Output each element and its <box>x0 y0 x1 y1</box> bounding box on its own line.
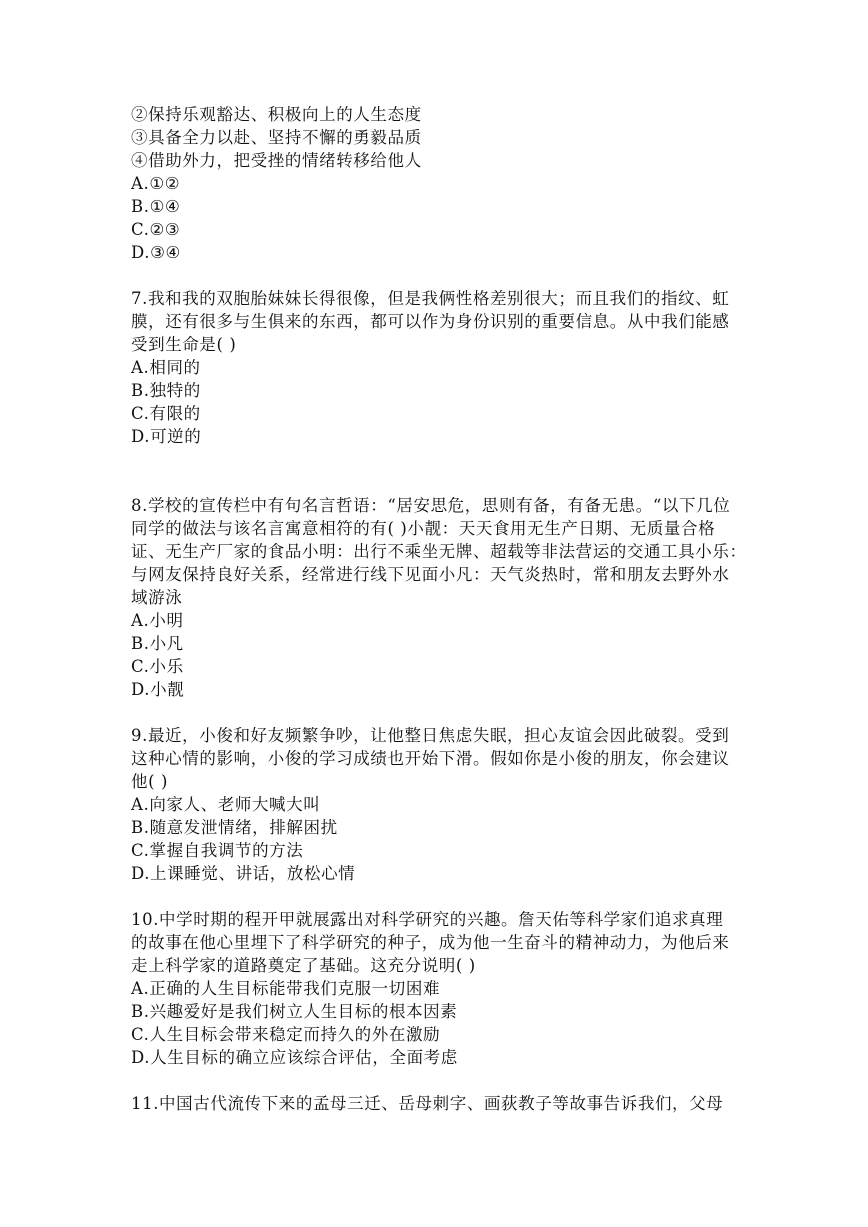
document-page <box>131 103 747 1115</box>
statement-3: ③具备全力以赴、坚持不懈的勇毅品质 <box>131 128 422 147</box>
question-stem-line: 10.中学时期的程开甲就展露出对科学研究的兴趣。詹天佑等科学家们追求真理 <box>131 910 724 929</box>
question-stem-line: 的故事在他心里埋下了科学研究的种子，成为他一生奋斗的精神动力，为他后来 <box>131 933 730 952</box>
question-stem-line: 走上科学家的道路奠定了基础。这充分说明( ) <box>131 956 476 975</box>
option-b: B.独特的 <box>131 381 201 400</box>
question-11 <box>131 1092 743 1115</box>
option-b: B.小凡 <box>131 634 184 653</box>
question-stem-line: 膜，还有很多与生俱来的东西，都可以作为身份识别的重要信息。从中我们能感 <box>131 312 730 331</box>
option-d: D.小靓 <box>131 680 185 699</box>
question-stem-line: 9.最近，小俊和好友频繁争吵，让他整日焦虑失眠，担心友谊会因此破裂。受到 <box>131 726 730 745</box>
option-c: C.人生目标会带来稳定而持久的外在激励 <box>131 1025 441 1044</box>
option-a: A.小明 <box>131 611 184 630</box>
question-stem-line: 7.我和我的双胞胎妹妹长得很像，但是我俩性格差别很大；而且我们的指纹、虹 <box>131 289 730 308</box>
question-stem-line: 这种心情的影响，小俊的学习成绩也开始下滑。假如你是小俊的朋友，你会建议 <box>131 749 730 768</box>
option-c: C.小乐 <box>131 657 184 676</box>
question-7 <box>131 287 743 448</box>
question-stem-line: 11.中国古代流传下来的孟母三迁、岳母刺字、画荻教子等故事告诉我们，父母 <box>131 1094 724 1113</box>
option-c: C.有限的 <box>131 404 201 423</box>
question-stem-line: 同学的做法与该名言寓意相符的有( )小靓：天天食用无生产日期、无质量合格 <box>131 519 716 538</box>
question-stem-line: 与网友保持良好关系，经常进行线下见面小凡：天气炎热时，常和朋友去野外水 <box>131 565 730 584</box>
option-b: B.兴趣爱好是我们树立人生目标的根本因素 <box>131 1002 458 1021</box>
option-d: D.人生目标的确立应该综合评估，全面考虑 <box>131 1048 458 1067</box>
statement-4: ④借助外力，把受挫的情绪转移给他人 <box>131 151 422 170</box>
option-a: A.正确的人生目标能带我们克服一切困难 <box>131 979 441 998</box>
option-c: C.掌握自我调节的方法 <box>131 841 304 860</box>
option-b: B.①④ <box>131 197 181 216</box>
option-a: A.相同的 <box>131 358 201 377</box>
option-d: D.③④ <box>131 243 181 262</box>
option-d: D.可逆的 <box>131 427 202 446</box>
question-9 <box>131 724 743 885</box>
question-6-continued <box>131 103 743 264</box>
question-stem-line: 域游泳 <box>131 588 183 607</box>
question-stem-line: 8.学校的宣传栏中有句名言哲语：“居安思危，思则有备，有备无患。“以下几位 <box>131 496 731 515</box>
question-10 <box>131 908 743 1069</box>
question-8 <box>131 494 747 701</box>
option-b: B.随意发泄情绪，排解困扰 <box>131 818 338 837</box>
option-a: A.向家人、老师大喊大叫 <box>131 795 321 814</box>
question-stem-line: 证、无生产厂家的食品小明：出行不乘坐无牌、超载等非法营运的交通工具小乐： <box>131 542 747 561</box>
option-d: D.上课睡觉、讲话，放松心情 <box>131 864 356 883</box>
question-stem-line: 他( ) <box>131 772 169 791</box>
option-a: A.①② <box>131 174 181 193</box>
question-stem-line: 受到生命是( ) <box>131 335 237 354</box>
statement-2: ②保持乐观豁达、积极向上的人生态度 <box>131 105 422 124</box>
option-c: C.②③ <box>131 220 181 239</box>
